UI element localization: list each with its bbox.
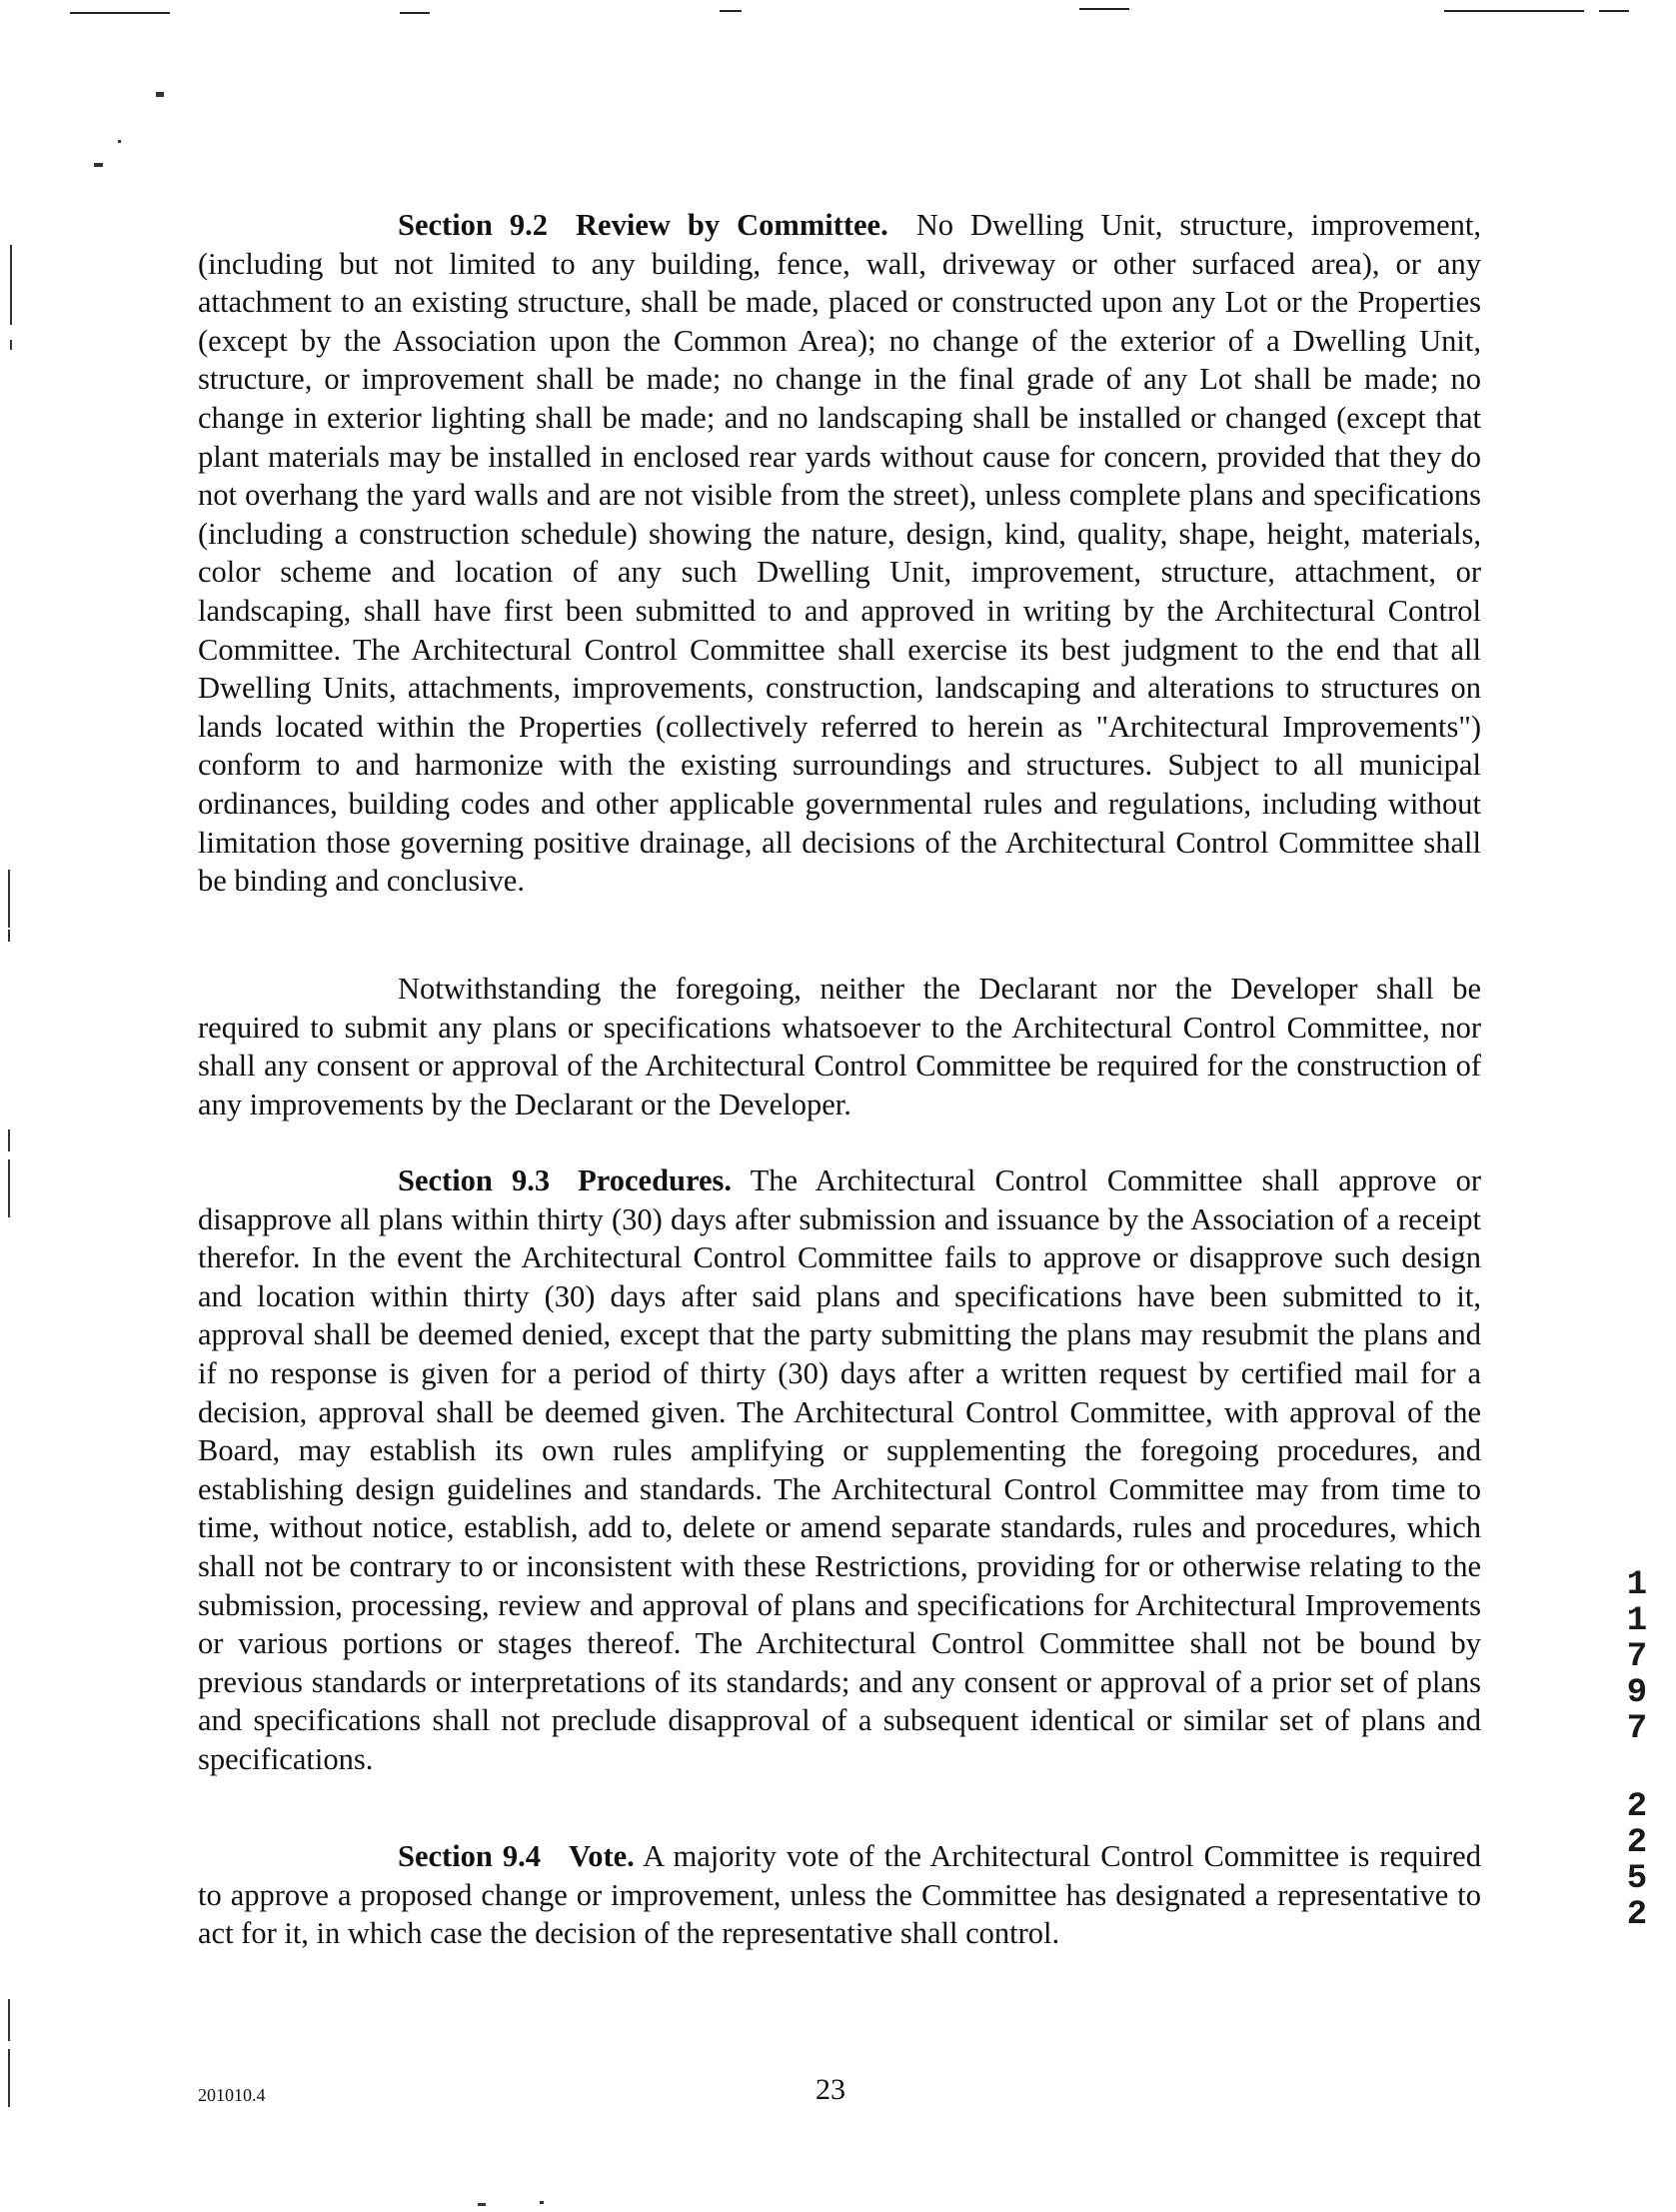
revision-bar <box>8 2049 10 2107</box>
stamp-digit: 7 <box>1626 1638 1648 1676</box>
revision-bar <box>8 1159 10 1217</box>
scan-speck <box>478 2203 486 2206</box>
section-9-2-body: No Dwelling Unit, structure, improvement, (including but not limited to any building, fence, wall, driveway or other surfaced area), or any attachment to an existing structure, shall be made, placed or constructed upon any Lot or the Properties (except by the Association upon the Common Area); no change of the exterior of a Dwelling Unit, structure, or improvement shall be made; no change in the final grade of any Lot shall be made; no change in exterior lighting shall be made; and no landscaping shall be installed or changed (except that plant materials may be installed in enclosed rear yards without cause for concern, provided that they do not overhang the yard walls and are not visible from the street), unless complete plans and specifications (including a construction schedule) showing the nature, design, kind, quality, shape, height, materials, color scheme and location of any such Dwelling Unit, improvement, structure, attachment, or landscaping, shall have first been submitted to and approved in writing by the Architectural Control Committee. The Architectural Control Committee shall exercise its best judgment to the end that all Dwelling Units, attachments, improvements, construction, landscaping and alterations to structures on lands located within the Properties (collectively referred to herein as "Architectural Improvements") conform to and harmonize with the existing surroundings and structures. Subject to all municipal ordinances, building codes and other applicable governmental rules and regulations, including without limitation those governing positive drainage, all decisions of the Architectural Control Committee shall be binding and conclusive. <box>198 208 1482 899</box>
revision-bar <box>10 245 12 325</box>
scan-speck <box>94 163 103 167</box>
stamp-digit: 5 <box>1626 1860 1648 1898</box>
section-9-3-title: Procedures. <box>578 1163 733 1197</box>
notwithstanding-body: Notwithstanding the foregoing, neither the Declarant nor the Developer shall be required to submit any plans or specifications whatsoever to the Architectural Control Committee, nor shall any consent or approval of the Architectural Control Committee be required for the construction of any improvements by the Declarant or the Developer. <box>198 972 1481 1121</box>
section-9-4-heading <box>398 1839 635 1873</box>
scan-artifact-top <box>1599 10 1629 12</box>
stamp-digit: 2 <box>1626 1788 1648 1826</box>
scan-artifact-top <box>70 12 170 14</box>
page-number: 23 <box>816 2073 845 2106</box>
scan-speck <box>118 140 121 143</box>
stamp-digit: 2 <box>1626 1896 1648 1934</box>
revision-bar <box>8 1129 10 1151</box>
revision-bar <box>10 340 12 350</box>
section-9-3-number: Section 9.3 <box>398 1163 551 1197</box>
section-9-4-paragraph <box>198 1837 1481 1953</box>
section-9-2-heading <box>398 208 888 242</box>
section-9-4-number: Section 9.4 <box>398 1839 542 1873</box>
scan-speck <box>540 2201 544 2204</box>
scan-speck <box>156 92 164 97</box>
scan-artifact-top <box>1079 8 1129 10</box>
section-9-4-title: Vote. <box>569 1839 635 1873</box>
section-9-2-number: Section 9.2 <box>398 208 549 242</box>
section-9-3-body: The Architectural Control Committee shall approve or disapprove all plans within thirty (30) days after submission and issuance by the Association of a receipt therefor. In the event the Architectural Control Committee fails to approve or disapprove such design and location within thirty (30) days after said plans and specifications have been submitted to it, approval shall be deemed denied, except that the party submitting the plans may resubmit the plans and if no response is given for a period of thirty (30) days after a written request by certified mail for a decision, approval shall be deemed given. The Architectural Control Committee, with approval of the Board, may establish its own rules amplifying or supplementing the foregoing procedures, and establishing design guidelines and standards. The Architectural Control Committee may from time to time, without notice, establish, add to, delete or amend separate standards, rules and procedures, which shall not be contrary to or inconsistent with these Restrictions, providing for or otherwise relating to the submission, processing, review and approval of plans and specifications for Architectural Improvements or various portions or stages thereof. The Architectural Control Committee shall not be bound by previous standards or interpretations of its standards; and any consent or approval of a prior set of plans and specifications shall not preclude disapproval of a subsequent identical or similar set of plans and specifications. <box>198 1163 1481 1776</box>
section-9-3-paragraph <box>198 1161 1481 1779</box>
section-9-2-title: Review by Committee. <box>576 208 888 242</box>
section-9-3-heading <box>398 1163 732 1197</box>
scan-artifact-top <box>1444 10 1584 12</box>
scan-artifact-top <box>400 12 430 14</box>
recording-stamp <box>1617 1567 1657 1933</box>
scan-artifact-top <box>720 10 742 12</box>
document-id: 201010.4 <box>198 2085 266 2105</box>
section-9-2-paragraph <box>198 206 1481 901</box>
stamp-digit: 2 <box>1626 1824 1648 1862</box>
notwithstanding-paragraph <box>198 970 1481 1123</box>
section-9-4-body: A majority vote of the Architectural Control Committee is required to approve a proposed change or improvement, unless the Committee has designated a representative to act for it, in which case the decision of the representative shall control. <box>198 1839 1481 1951</box>
stamp-digit: 7 <box>1626 1710 1648 1748</box>
revision-bar <box>8 870 10 928</box>
stamp-digit: 9 <box>1626 1674 1648 1712</box>
stamp-digit: 1 <box>1626 1602 1648 1640</box>
revision-bar <box>8 1999 10 2041</box>
revision-bar <box>8 930 10 942</box>
stamp-digit: 1 <box>1626 1566 1648 1604</box>
